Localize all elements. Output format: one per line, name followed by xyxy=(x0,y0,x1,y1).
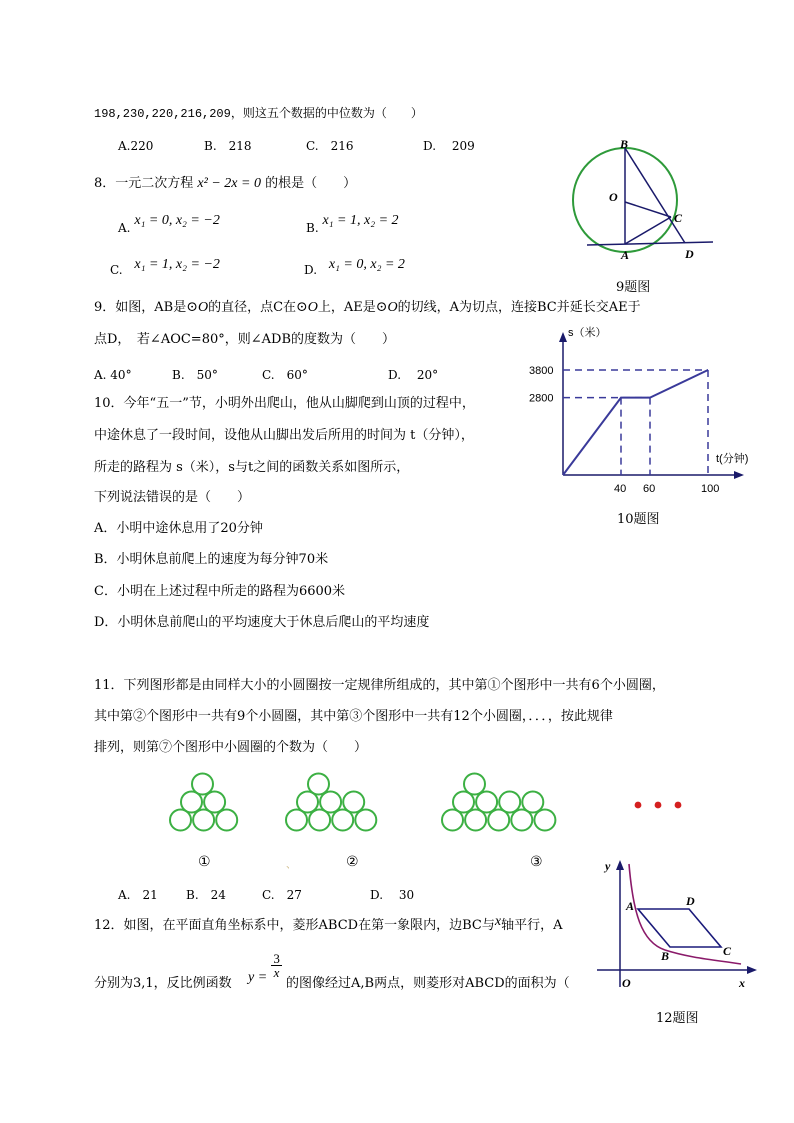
q9-line-ac xyxy=(625,217,671,244)
q12-label-o: O xyxy=(622,976,631,990)
q9-circle-o-1: ⊙O xyxy=(186,300,209,315)
q12-label-d: D xyxy=(686,894,695,908)
q10-option-d: D．小明休息前爬山的平均速度大于休息后爬山的平均速度 xyxy=(94,615,430,630)
q11-label-2: ② xyxy=(346,854,359,870)
q10-line4: 下列说法错误的是（ ） xyxy=(94,490,251,505)
q12-line2-a: 分别为3,1，反比例函数 xyxy=(94,976,232,991)
q12-func-y: y = xyxy=(248,970,268,985)
q11-small-circle xyxy=(476,792,497,813)
q11-small-circle xyxy=(308,774,329,795)
q8-option-c-expr: x₁ = 1, x₂ = −2 xyxy=(134,257,220,272)
q11-ellipsis-dots xyxy=(635,802,682,809)
q11-line3: 排列，则第⑦个图形中小圆圈的个数为（ ） xyxy=(94,740,368,755)
q10-figure-caption: 10题图 xyxy=(617,512,660,527)
q11-option-a: A. 21 xyxy=(118,888,158,902)
q12-line1-a: 12．如图，在平面直角坐标系中，菱形ABCD在第一象限内，边BC与 xyxy=(94,918,495,933)
q10-line2: 中途休息了一段时间，设他从山脚出发后所用的时间为 t（分钟）， xyxy=(94,428,474,443)
q10-y-tick-3800: 3800 xyxy=(529,365,554,377)
q12-func-fraction xyxy=(271,952,282,979)
q8-option-d xyxy=(304,257,405,279)
q8-equation: x² − 2x = 0 xyxy=(197,176,261,191)
q11-small-circle xyxy=(216,810,237,831)
q11-small-circle xyxy=(499,792,520,813)
q11-small-circle xyxy=(522,792,543,813)
q11-small-circle xyxy=(464,774,485,795)
q12-line1 xyxy=(94,914,563,934)
q12-y-axis-arrow xyxy=(616,860,624,870)
q11-small-circle xyxy=(355,810,376,831)
q10-y-tick-2800: 2800 xyxy=(529,392,554,405)
q7-stem: 198,230,220,216,209，则这五个数据的中位数为（ ） xyxy=(94,107,423,121)
q10-x-tick-100: 100 xyxy=(701,483,720,495)
q9-line1 xyxy=(94,300,641,316)
q12-label-a: A xyxy=(626,899,635,913)
q11-line1: 11．下列图形都是由同样大小的小圆圈按一定规律所组成的，其中第①个图形中一共有6个小圆圈， xyxy=(94,678,665,693)
q9-option-b: B. 50° xyxy=(172,368,218,382)
q8-stem-suffix: 的根是（ ） xyxy=(265,176,357,191)
q7-option-a: A.220 xyxy=(118,139,154,153)
q11-figures xyxy=(160,768,700,838)
q10-line1: 10．今年“五一”节，小明外出爬山，他从山脚爬到山顶的过程中， xyxy=(94,396,475,411)
q8-option-a xyxy=(118,213,220,237)
q10-x-tick-60: 60 xyxy=(643,483,656,495)
q8-option-c-letter: C. xyxy=(110,263,123,277)
q9-label-a: A xyxy=(621,248,630,262)
q8-stem-prefix: 8．一元二次方程 xyxy=(94,176,194,191)
q11-option-c: C. 27 xyxy=(262,888,302,902)
q9-option-a: A. 40° xyxy=(94,368,132,382)
q12-line2-b: 的图像经过A,B两点，则菱形对ABCD的面积为（ xyxy=(286,976,570,991)
q12-function xyxy=(248,951,282,985)
q11-small-circle xyxy=(320,792,341,813)
q9-label-b: B xyxy=(620,137,629,151)
q12-x-axis-arrow xyxy=(747,966,757,974)
q9-figure-caption: 9题图 xyxy=(616,280,651,295)
q11-ellipsis-dot xyxy=(655,802,662,809)
q9-figure xyxy=(575,138,725,268)
q11-small-circle xyxy=(192,774,213,795)
q11-ellipsis-dot xyxy=(635,802,642,809)
q10-line3: 所走的路程为 s（米），s与t之间的函数关系如图所示， xyxy=(94,460,410,475)
q12-label-x: x xyxy=(739,976,745,990)
q12-func-numerator: 3 xyxy=(273,951,280,966)
q8-option-d-letter: D. xyxy=(304,263,318,277)
q8-option-b-letter: B. xyxy=(306,221,319,235)
q11-stray-mark: 、 xyxy=(286,860,296,871)
q10-xlabel: t(分钟) xyxy=(716,453,749,465)
q11-small-circle xyxy=(343,792,364,813)
q11-small-circle xyxy=(204,792,225,813)
q9-label-o: O xyxy=(609,190,618,204)
q12-figure xyxy=(595,852,760,992)
q8-option-b xyxy=(306,213,399,237)
q12-line1-b: 轴平行，A xyxy=(501,918,563,933)
q9-line1-c: 上，AE是 xyxy=(317,300,376,315)
q10-y-axis-arrow xyxy=(559,332,567,342)
q8-option-d-expr: x₁ = 0, x₂ = 2 xyxy=(328,257,405,272)
q11-ellipsis-dot xyxy=(675,802,682,809)
q9-line2: 点D， 若∠AOC=80°，则∠ADB的度数为（ ） xyxy=(94,332,395,347)
q12-label-b: B xyxy=(661,949,670,963)
q11-option-d: D. 30 xyxy=(370,888,415,902)
q11-figure-3 xyxy=(442,774,555,831)
q10-option-c: C．小明在上述过程中所走的路程为6600米 xyxy=(94,584,346,599)
q9-label-d: D xyxy=(685,247,694,261)
q9-circle-o-2: ⊙O xyxy=(296,300,318,315)
q10-option-b: B．小明休息前爬上的速度为每分钟70米 xyxy=(94,552,329,567)
q8-stem xyxy=(94,176,356,192)
q9-circle-o-3: ⊙O xyxy=(375,300,398,315)
q7-option-d: D. 209 xyxy=(423,139,475,153)
q7-option-c: C. 216 xyxy=(306,139,354,153)
q7-option-b: B. 218 xyxy=(204,139,252,153)
q10-chart xyxy=(520,322,760,502)
q10-ylabel: s（米） xyxy=(568,327,607,339)
q9-line1-d: 的切线，A为切点，连接BC并延长交AE于 xyxy=(397,300,641,315)
q9-line1-b: 的直径，点C在 xyxy=(208,300,297,315)
q9-option-c: C. 60° xyxy=(262,368,308,382)
q12-figure-caption: 12题图 xyxy=(656,1011,699,1026)
q11-label-3: ③ xyxy=(530,854,543,870)
q12-label-c: C xyxy=(723,944,732,958)
q10-series-line xyxy=(563,370,708,475)
q12-axis-x-symbol: x xyxy=(494,914,502,929)
q8-option-a-letter: A. xyxy=(118,221,131,235)
q8-option-a-expr: x₁ = 0, x₂ = −2 xyxy=(134,213,220,228)
q12-func-denominator: x xyxy=(273,965,280,980)
q10-x-axis-arrow xyxy=(734,471,744,479)
q11-figure-2 xyxy=(286,774,376,831)
q12-label-y: y xyxy=(605,859,611,873)
q9-label-c: C xyxy=(674,211,683,225)
q11-figure-1 xyxy=(170,774,237,831)
q11-line2: 其中第②个图形中一共有9个小圆圈，其中第③个图形中一共有12个小圆圈，．．．，按此规律 xyxy=(94,709,613,724)
q8-option-b-expr: x₁ = 1, x₂ = 2 xyxy=(322,213,399,228)
q11-label-1: ① xyxy=(198,854,211,870)
q8-option-c xyxy=(110,257,220,279)
q11-option-b: B. 24 xyxy=(186,888,226,902)
q10-x-tick-40: 40 xyxy=(614,483,627,495)
q9-line1-a: 9．如图，AB是 xyxy=(94,300,187,315)
q9-option-d: D. 20° xyxy=(388,368,439,382)
q10-option-a: A．小明中途休息用了20分钟 xyxy=(94,521,263,536)
q11-small-circle xyxy=(534,810,555,831)
